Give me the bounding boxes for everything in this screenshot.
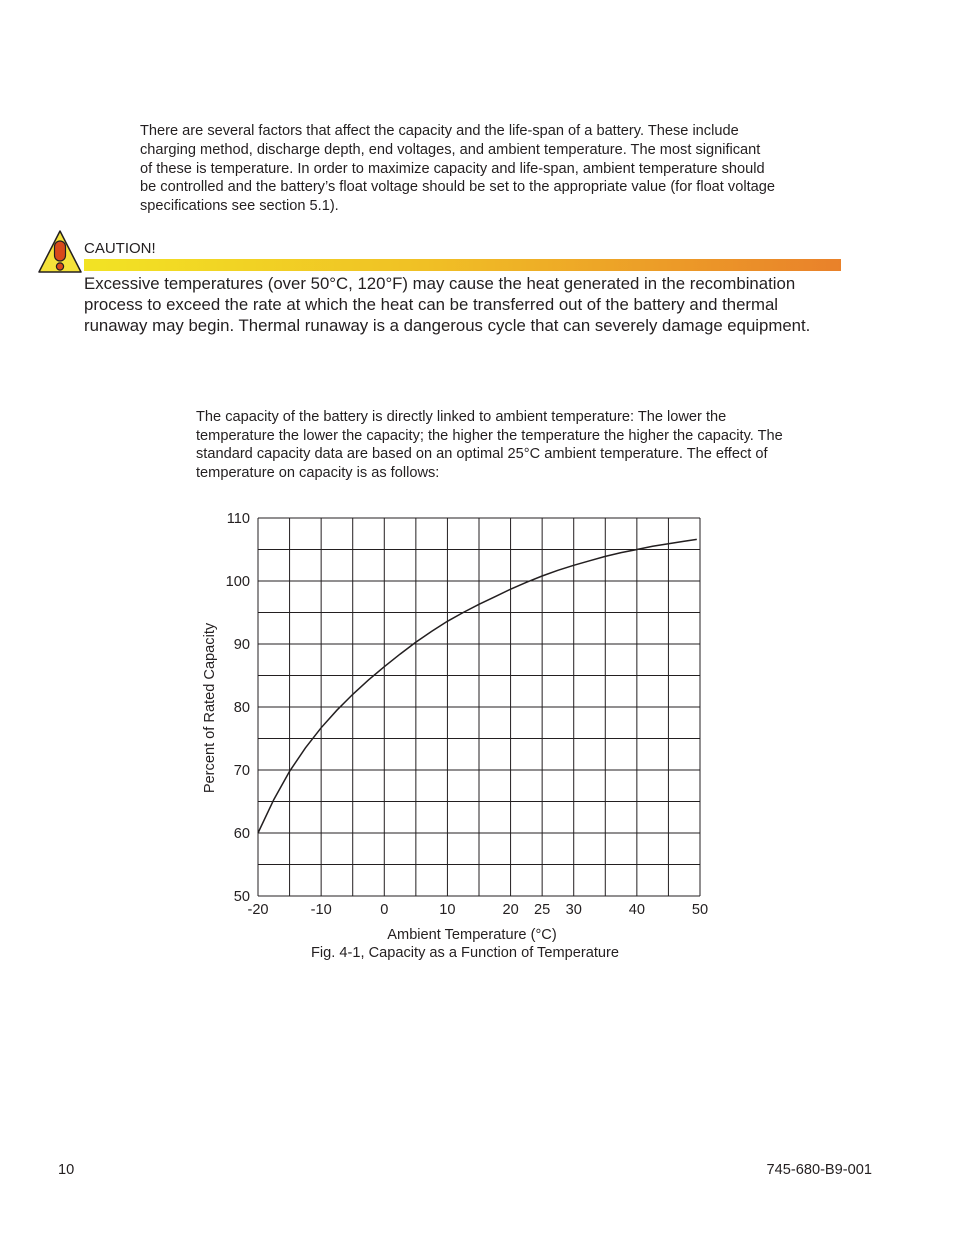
intro-line: be controlled and the battery’s float voltage should be set to the appropriate value (for float voltage <box>140 179 775 196</box>
intro-paragraph <box>140 122 830 216</box>
y-tick-label: 110 <box>226 511 250 527</box>
y-tick-labels <box>226 511 250 905</box>
x-tick-labels <box>247 902 708 918</box>
chart-grid <box>258 518 700 896</box>
warning-triangle-icon <box>37 229 83 274</box>
caution-label: CAUTION! <box>84 240 156 257</box>
x-tick-label: 20 <box>502 902 519 918</box>
x-tick-label: -20 <box>247 902 269 918</box>
y-tick-label: 60 <box>233 826 250 842</box>
x-tick-label: 25 <box>534 902 551 918</box>
caution-line: process to exceed the rate at which the heat can be transferred out of the battery and thermal <box>84 294 779 314</box>
y-tick-label: 90 <box>233 637 250 653</box>
x-tick-label: 10 <box>439 902 456 918</box>
page-number: 10 <box>58 1162 75 1178</box>
document-number: 745-680-B9-001 <box>766 1162 872 1178</box>
figure-caption: Fig. 4-1, Capacity as a Function of Temperature <box>311 945 619 961</box>
capacity-line: The capacity of the battery is directly linked to ambient temperature: The lower the <box>196 409 727 425</box>
x-tick-label: 40 <box>628 902 645 918</box>
y-tick-label: 80 <box>233 700 250 716</box>
caution-line: Excessive temperatures (over 50°C, 120°F) may cause the heat generated in the recombination <box>84 274 796 293</box>
y-axis-label: Percent of Rated Capacity <box>202 622 218 794</box>
caution-bar <box>84 259 841 271</box>
y-tick-label: 70 <box>233 763 250 779</box>
capacity-paragraph <box>196 408 836 482</box>
capacity-line: temperature the lower the capacity; the higher the temperature the higher the capacity. The <box>196 427 783 444</box>
caution-text <box>84 274 844 336</box>
intro-line: specifications see section 5.1). <box>140 198 339 215</box>
caution-line: runaway may begin. Thermal runaway is a dangerous cycle that can severely damage equipment. <box>84 315 811 335</box>
x-tick-label: 0 <box>380 902 389 918</box>
x-tick-label: -10 <box>310 902 332 918</box>
capacity-curve <box>258 539 697 833</box>
y-tick-label: 100 <box>225 574 250 590</box>
intro-line: of these is temperature. In order to maximize capacity and life-span, ambient temperature should <box>140 160 765 177</box>
capacity-line: temperature on capacity is as follows: <box>196 464 440 481</box>
x-axis-label: Ambient Temperature (°C) <box>387 927 557 943</box>
intro-line: charging method, discharge depth, end voltages, and ambient temperature. The most significant <box>140 141 761 158</box>
x-tick-label: 30 <box>565 902 582 918</box>
y-tick-label: 50 <box>233 889 250 905</box>
capacity-line: standard capacity data are based on an optimal 25°C ambient temperature. The effect of <box>196 446 768 462</box>
capacity-temperature-chart <box>190 505 730 945</box>
intro-line: There are several factors that affect the capacity and the life-span of a battery. These include <box>140 123 739 139</box>
x-tick-label: 50 <box>691 902 709 918</box>
